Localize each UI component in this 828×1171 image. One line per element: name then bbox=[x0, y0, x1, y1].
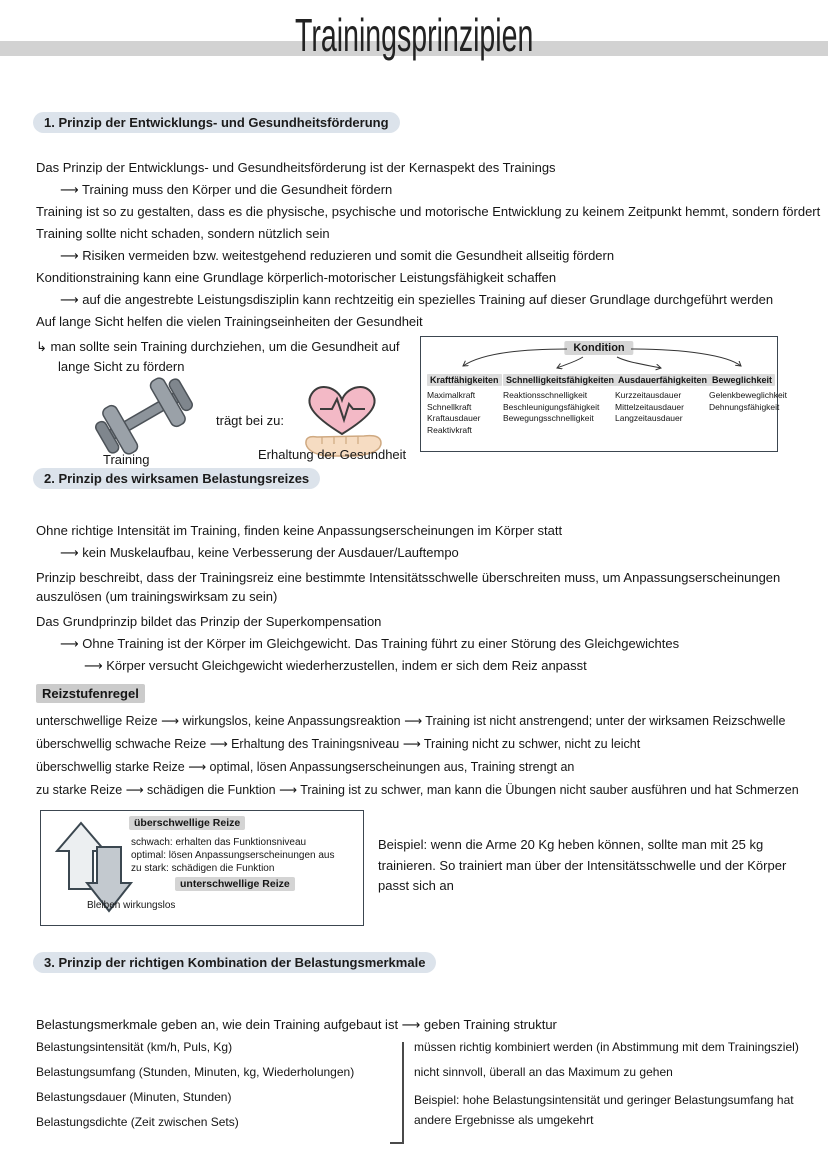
merkmal-item: Belastungsumfang (Stunden, Minuten, kg, Wiederholungen) bbox=[36, 1065, 355, 1079]
beispiel-paragraph: Beispiel: wenn die Arme 20 Kg heben können, sollte man mit 25 kg trainieren. So trainiert man über der Intensitätsschwelle und der Körper passt sich an bbox=[378, 837, 787, 893]
kondition-item: Mittelzeitausdauer bbox=[615, 401, 684, 412]
merkmale-left-column bbox=[36, 1040, 402, 1144]
merkmale-right-column bbox=[414, 1040, 824, 1144]
kondition-col-header: Beweglichkeit bbox=[709, 374, 775, 386]
dumbbell-icon bbox=[78, 374, 210, 458]
kondition-title: Kondition bbox=[564, 341, 633, 355]
section1-heading: 1. Prinzip der Entwicklungs- und Gesundheitsförderung bbox=[33, 112, 400, 133]
text-line: ⟶ Risiken vermeiden bzw. weitestgehend reduzieren und somit die Gesundheit allseitig fördern bbox=[60, 248, 615, 263]
text-paragraph: Prinzip beschreibt, dass der Trainingsreiz eine bestimmte Intensitätsschwelle überschreiten muss, um Anpassungserscheinungen auszulösen (um trainingswirksam zu sein) bbox=[36, 570, 781, 604]
ueberschwellige-reize-label: überschwellige Reize bbox=[129, 816, 245, 830]
merkmal-note: nicht sinnvoll, überall an das Maximum zu gehen bbox=[414, 1065, 673, 1079]
belastungsmerkmale-table bbox=[36, 1040, 824, 1144]
kondition-col-kraft bbox=[427, 371, 502, 436]
kondition-item: Kurzzeitausdauer bbox=[615, 390, 682, 400]
traegt-bei-zu-label: trägt bei zu: bbox=[216, 413, 284, 428]
kondition-item: Gelenkbeweglichkeit bbox=[709, 390, 787, 400]
training-label: Training bbox=[103, 452, 150, 467]
kondition-item: Maximalkraft bbox=[427, 390, 476, 400]
column-divider-line bbox=[402, 1042, 404, 1144]
kondition-item: Langzeitausdauer bbox=[615, 413, 683, 423]
merkmal-item: Belastungsintensität (km/h, Puls, Kg) bbox=[36, 1040, 233, 1054]
text-line: ⟶ Ohne Training ist der Körper im Gleichgewicht. Das Training führt zu einer Störung des Gleichgewichtes bbox=[60, 636, 680, 651]
box-text-line: zu stark: schädigen die Funktion bbox=[131, 863, 275, 874]
kondition-item: Bewegungsschnelligkeit bbox=[503, 413, 594, 423]
text-line: Training ist so zu gestalten, dass es die physische, psychische und motorische Entwicklung zu keinem Zeitpunkt hemmt, sondern fördert bbox=[36, 204, 821, 219]
section2-heading: 2. Prinzip des wirksamen Belastungsreizes bbox=[33, 468, 320, 489]
kondition-col-beweglichkeit bbox=[709, 371, 787, 413]
text-line: Auf lange Sicht helfen die vielen Trainingseinheiten der Gesundheit bbox=[36, 314, 423, 329]
text-line: ⟶ Körper versucht Gleichgewicht wiederherzustellen, indem er sich dem Reiz anpasst bbox=[84, 658, 587, 673]
section2-body bbox=[36, 524, 816, 806]
kondition-col-ausdauer bbox=[615, 371, 710, 425]
kondition-col-header: Schnelligkeitsfähigkeiten bbox=[503, 374, 617, 386]
merkmal-note: müssen richtig kombiniert werden (in Abstimmung mit dem Trainingsziel) bbox=[414, 1040, 799, 1054]
rule-line: zu starke Reize ⟶ schädigen die Funktion ⟶ Training ist zu schwer, man kann die Übungen nicht sauber ausführen und hat Schmerzen bbox=[36, 783, 799, 797]
rule-line: unterschwellige Reize ⟶ wirkungslos, keine Anpassungsreaktion ⟶ Training ist nicht anstrengend; unter der wirksamen Reizschwelle bbox=[36, 714, 786, 728]
text-line: Training sollte nicht schaden, sondern nützlich sein bbox=[36, 226, 330, 241]
kondition-item: Reaktionsschnelligkeit bbox=[503, 390, 588, 400]
reizstufenregel-heading: Reizstufenregel bbox=[36, 684, 145, 703]
kondition-col-header: Kraftfähigkeiten bbox=[427, 374, 502, 386]
text-line: Das Grundprinzip bildet das Prinzip der Superkompensation bbox=[36, 614, 382, 629]
section3-heading: 3. Prinzip der richtigen Kombination der Belastungsmerkmale bbox=[33, 952, 436, 973]
merkmal-item: Belastungsdichte (Zeit zwischen Sets) bbox=[36, 1115, 239, 1129]
page-title: Trainingsprinzipien bbox=[294, 9, 534, 61]
text-line: Das Prinzip der Entwicklungs- und Gesundheitsförderung ist der Kernaspekt des Trainings bbox=[36, 160, 556, 175]
rule-line: überschwellig schwache Reize ⟶ Erhaltung des Trainingsniveau ⟶ Training nicht zu schwer, nicht zu leicht bbox=[36, 737, 641, 751]
text-line: Ohne richtige Intensität im Training, finden keine Anpassungserscheinungen im Körper statt bbox=[36, 523, 563, 538]
kondition-item: Dehnungsfähigkeit bbox=[709, 401, 780, 412]
erhaltung-label: Erhaltung der Gesundheit bbox=[258, 447, 407, 462]
box-text-line: optimal: lösen Anpassungserscheinungen aus bbox=[131, 850, 335, 861]
box-text-line: schwach: erhalten das Funktionsniveau bbox=[131, 837, 307, 848]
reiz-diagram-box bbox=[40, 810, 364, 926]
kondition-box bbox=[420, 336, 787, 452]
text-line: ⟶ kein Muskelaufbau, keine Verbesserung der Ausdauer/Lauftempo bbox=[60, 545, 459, 560]
kondition-arrows bbox=[421, 337, 777, 371]
kondition-col-schnelligkeit bbox=[503, 371, 617, 425]
text-line: ⟶ Training muss den Körper und die Gesundheit fördern bbox=[60, 182, 393, 197]
unterschwellige-reize-label: unterschwellige Reize bbox=[175, 877, 295, 891]
box-text-line: Bleiben wirkungslos bbox=[87, 900, 176, 911]
kondition-item: Reaktivkraft bbox=[427, 424, 472, 435]
section3-intro: Belastungsmerkmale geben an, wie dein Training aufgebaut ist ⟶ geben Training struktur bbox=[36, 1017, 557, 1032]
kondition-item: Kraftausdauer bbox=[427, 413, 481, 423]
merkmal-note: Beispiel: hohe Belastungsintensität und geringer Belastungsumfang hat andere Ergebnisse als umgekehrt bbox=[414, 1093, 794, 1127]
merkmal-item: Belastungsdauer (Minuten, Stunden) bbox=[36, 1090, 232, 1104]
kondition-item: Schnellkraft bbox=[427, 401, 472, 412]
rule-line: überschwellig starke Reize ⟶ optimal, lösen Anpassungserscheinungen aus, Training strengt an bbox=[36, 760, 575, 774]
hook-note: ↳ man sollte sein Training durchziehen, um die Gesundheit auf lange Sicht zu fördern bbox=[36, 339, 400, 374]
title-wrap bbox=[0, 8, 828, 62]
kondition-col-header: Ausdauerfähigkeiten bbox=[615, 374, 710, 386]
kondition-item: Beschleunigungsfähigkeit bbox=[503, 401, 600, 412]
text-line: Konditionstraining kann eine Grundlage körperlich-motorischer Leistungsfähigkeit schaffen bbox=[36, 270, 557, 285]
text-line: ⟶ auf die angestrebte Leistungsdisziplin kann rechtzeitig ein spezielles Training auf dieser Grundlage durchgeführt werden bbox=[60, 292, 774, 307]
